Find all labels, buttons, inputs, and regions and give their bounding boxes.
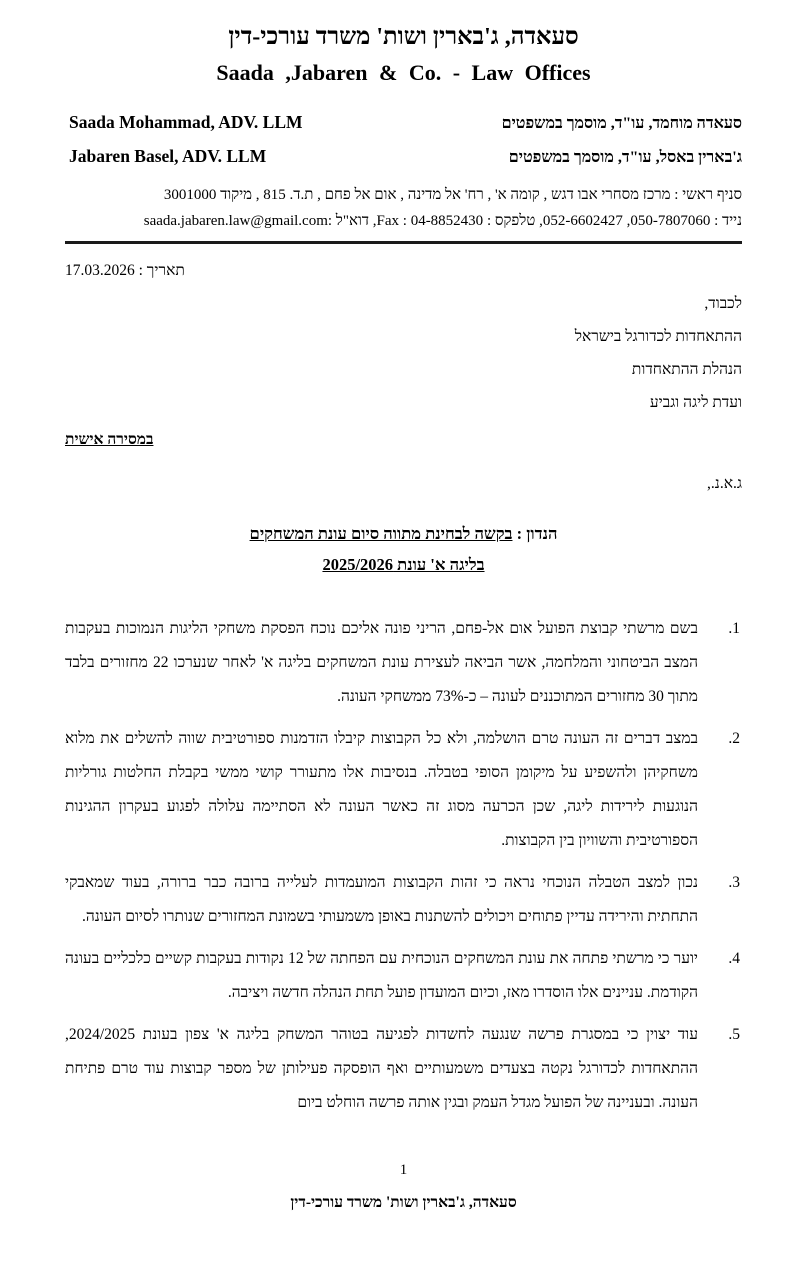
paragraph-number: 2. [728,730,740,747]
paragraph-number: 1. [728,620,740,637]
salutation: ג.א.נ., [707,475,742,492]
attorney-row [65,106,742,140]
attorneys-block [65,106,742,174]
paragraph-text: בשם מרשתי קבוצת הפועל אום אל-פחם, הריני פונה אליכם נוכח הפסקת משחקי הליגות הנמוכות בעקבות המצב הביטחוני והמלחמה, אשר הביאה לעצירת עונת המשחקים בליגה א' לאחר שנערכו 22 מחזורים בלבד מתוך 30 מחזורים המתוכננים לעונה – כ-73% ממשחקי העונה. [65,620,698,705]
numbered-paragraph [65,722,742,858]
addressee-line-management: הנהלת ההתאחדות [631,361,742,378]
page-footer [0,1159,807,1214]
contact-details-line: נייד : 050-7807060, 052-6602427, טלפקס : 04-8852430 : Fax, דוא"ל :saada.jabaren.law@gmail.com [143,213,742,229]
header-divider [65,241,742,244]
subject-line-2 [65,549,742,580]
paragraph-text: יוער כי מרשתי פתחה את עונת המשחקים הנוכחית עם הפחתה של 12 נקודות בעקבות קשיים כלכליים בעונה הקודמת. עניינים אלו הוסדרו מאז, וכיום המועדון פועל תחת הנהלה חדשה ויציבה. [65,950,698,1001]
paragraph-text: במצב דברים זה העונה טרם הושלמה, ולא כל הקבוצות קיבלו הזדמנות ספורטיבית שווה להשלים את מלוא משחקיהן ולהשפיע על מיקומן הסופי בטבלה. בנסיבות אלו מתעורר קושי ממשי בקבלת החלטות גורליות הנוגעות לירידות ליגה, שכן הכרעה מסוג זה כאשר העונה לא הסתיימה עלולה לפגוע בעקרון ההגינות הספורטיבית והשוויון בין הקבוצות. [65,730,698,849]
addressee-block [65,287,742,419]
attorney-name-english: Saada Mohammad, ADV. LLM [69,112,303,132]
subject-line-1 [65,518,742,549]
subject-title-part1: בקשה לבחינת מתווה סיום עונת המשחקים [249,524,513,543]
paragraph-number: 5. [728,1026,740,1043]
date-line: תאריך : 17.03.2026 [65,262,185,279]
paragraph-text: נכון למצב הטבלה הנוכחי נראה כי זהות הקבוצות המועמדות לעלייה ברובה כבר ברורה, בעוד שמאבקי התחתית והירידה עדיין פתוחים ויכולים להשתנות באופן משמעותי בשמונת המחזורים שנותרו לסיום העונה. [65,874,698,925]
subject-block [65,518,742,580]
page-number: 1 [399,1162,408,1178]
numbered-paragraph [65,1018,742,1120]
paragraph-number: 4. [728,950,740,967]
attorney-name-hebrew: ג'בארין באסל, עו"ד, מוסמך במשפטים [508,149,742,166]
subject-title-part2: בליגה א' עונת 2025/2026 [322,555,485,574]
branch-address-line: סניף ראשי : מרכז מסחרי אבו דגש , קומה א' , רח' אל מדינה , אום אל פחם , ת.ד. 815 , מיקוד 3001000 [163,187,742,203]
numbered-paragraph [65,866,742,934]
subject-prefix: הנדון : [516,524,558,543]
attorney-name-english: Jabaren Basel, ADV. LLM [69,146,267,166]
numbered-paragraph [65,942,742,1010]
paragraph-number: 3. [728,874,740,891]
addressee-line-organization: ההתאחדות לכדורגל בישראל [574,328,742,345]
addressee-line-committee: ועדת ליגה וגביע [649,394,742,411]
footer-office-name: סעאדה, ג'בארין ושות' משרד עורכי-דין [290,1194,517,1211]
attorney-name-hebrew: סעאדה מוחמד, עו"ד, מוסמך במשפטים [501,115,742,132]
attorney-row [65,140,742,174]
letter-body [65,612,742,1120]
law-office-title-english: Saada ,Jabaren & Co. - Law Offices [216,60,591,85]
law-office-title-hebrew: סעאדה, ג'בארין ושות' משרד עורכי-דין [228,24,579,50]
paragraph-text: עוד יצוין כי במסגרת פרשה שנגעה לחשדות לפגיעה בטוהר המשחק בליגה א' צפון בעונת 2024/2025, ההתאחדות לכדורגל נקטה בצעדים משמעותיים ואף הופסקה פעילותן של מספר קבוצות עוד טרם פתיחת העונה. ובעניינה של הפועל מגדל העמק ובגין אותה פרשה הוחלט ביום [65,1026,698,1111]
delivery-method-label: במסירה אישית [65,431,154,448]
numbered-paragraph [65,612,742,714]
addressee-line-salute: לכבוד, [704,295,742,312]
